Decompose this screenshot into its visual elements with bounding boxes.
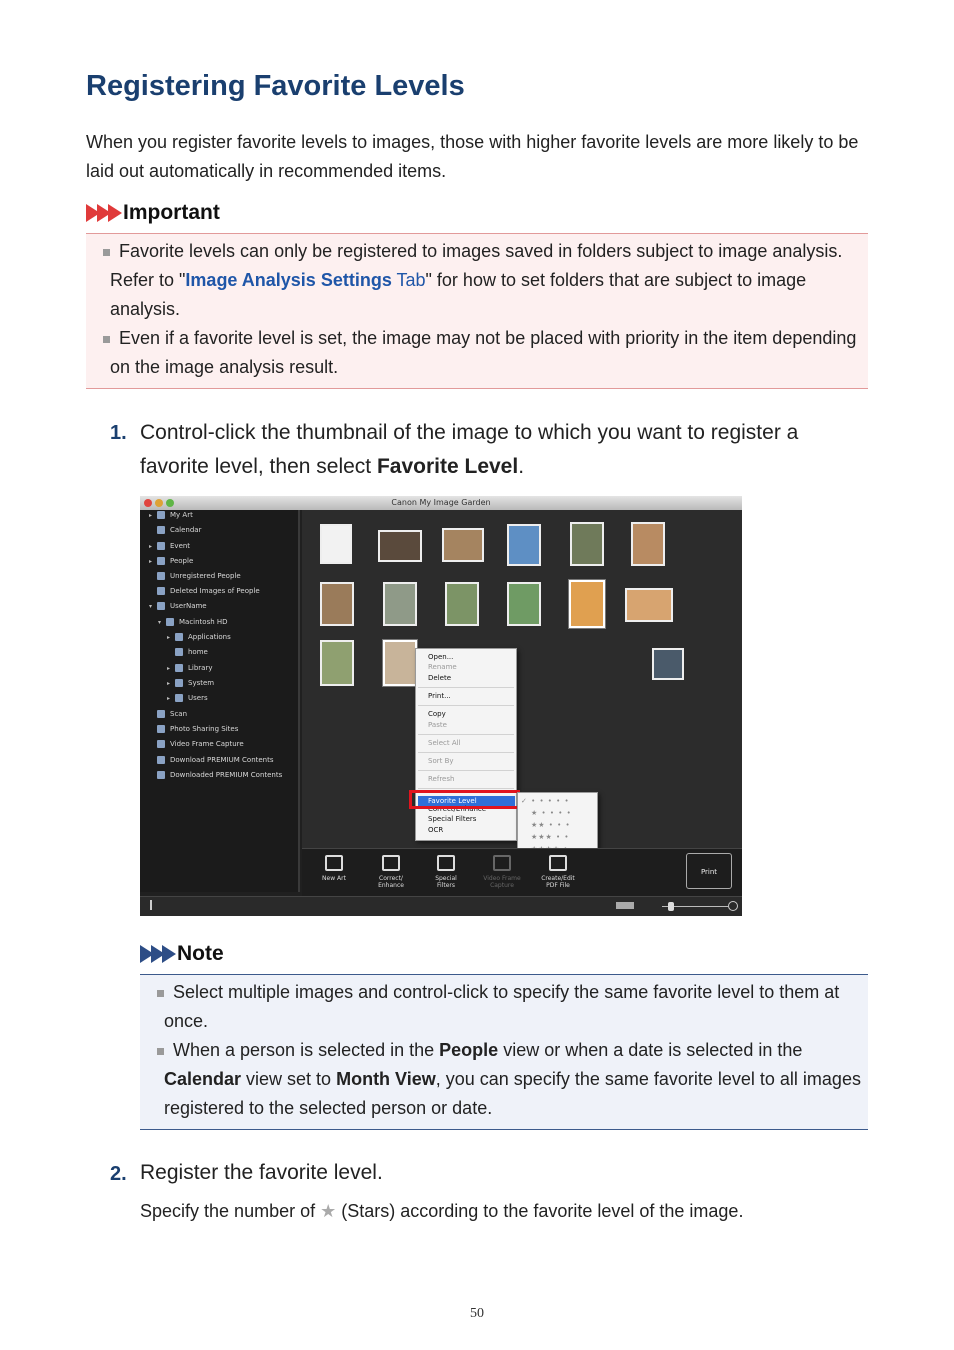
menu-separator — [418, 705, 514, 706]
note-item-1: Select multiple images and control-click to specify the same favorite level to them at once. — [164, 978, 864, 1036]
thumbnail[interactable] — [652, 648, 684, 680]
correct-enhance-button[interactable]: Correct/ Enhance — [371, 855, 411, 889]
menu-item-paste[interactable]: Paste — [428, 721, 447, 729]
bullet-icon — [157, 1048, 164, 1055]
menu-item-copy[interactable]: Copy — [428, 710, 446, 718]
thumbnail[interactable] — [631, 522, 665, 566]
app-screenshot — [140, 496, 742, 916]
menu-separator — [418, 770, 514, 771]
menu-item-rename[interactable]: Rename — [428, 663, 457, 671]
menu-item-special-filters[interactable]: Special Filters — [428, 815, 477, 823]
menu-item-correct-enhance[interactable]: Correct/Enhance — [428, 805, 487, 813]
sidebar-item-downloaded-premium[interactable]: Downloaded PREMIUM Contents — [149, 771, 282, 779]
note-label: Note — [177, 942, 224, 965]
thumbnail[interactable] — [383, 582, 417, 626]
intro-paragraph: When you register favorite levels to images, those with higher favorite levels are more likely to be laid out automatically in recommended items. — [86, 132, 859, 181]
menu-item-print[interactable]: Print... — [428, 692, 451, 700]
highlight-frame — [409, 790, 520, 809]
sidebar-item-video-frame-capture[interactable]: Video Frame Capture — [149, 740, 244, 748]
menu-item-ocr[interactable]: OCR — [428, 826, 444, 834]
important-item-1-post: " for how to set folders that are subject to image analysis. — [110, 270, 807, 319]
pdf-icon — [549, 855, 567, 871]
thumbnail[interactable] — [570, 522, 604, 566]
info-icon[interactable] — [150, 900, 152, 910]
sidebar-item-username[interactable]: ▾ UserName — [149, 602, 207, 610]
sidebar-item-users[interactable]: ▸ Users — [167, 694, 208, 702]
print-button[interactable]: Print — [686, 853, 732, 889]
thumbnail[interactable] — [320, 582, 354, 626]
correct-enhance-icon — [382, 855, 400, 871]
sidebar-item-photo-sharing[interactable]: Photo Sharing Sites — [149, 725, 238, 733]
context-menu — [415, 648, 517, 841]
new-art-icon — [325, 855, 343, 871]
menu-item-favorite-level[interactable]: Favorite Level — [418, 796, 515, 807]
important-heading — [86, 201, 220, 225]
star-icon: ★ — [320, 1201, 337, 1221]
menu-item-sort-by[interactable]: Sort By — [428, 757, 454, 765]
important-label: Important — [123, 201, 220, 224]
important-arrows-icon — [86, 204, 119, 222]
thumbnail[interactable] — [569, 580, 605, 628]
page-number: 50 — [470, 1306, 484, 1321]
step-1-number: 1. — [110, 422, 127, 444]
menu-separator — [418, 788, 514, 789]
favorite-level-0[interactable]: ✓ • • • • • — [521, 797, 570, 805]
bottom-toolbar — [302, 848, 742, 896]
favorite-level-1[interactable]: ★ • • • • — [531, 809, 572, 817]
important-item-2 — [110, 324, 870, 382]
menu-item-delete[interactable]: Delete — [428, 674, 451, 682]
menu-item-open[interactable]: Open... — [428, 653, 454, 661]
page-title: Registering Favorite Levels — [86, 70, 465, 102]
bullet-icon — [103, 249, 110, 256]
sidebar-item-unregistered-people[interactable]: Unregistered People — [149, 572, 241, 580]
favorite-level-3[interactable]: ★★★ • • — [531, 833, 570, 841]
thumbnail[interactable] — [383, 640, 417, 686]
sidebar-item-home[interactable]: home — [167, 648, 208, 656]
sidebar-item-macintosh-hd[interactable]: ▾ Macintosh HD — [158, 618, 228, 626]
thumbnail[interactable] — [507, 582, 541, 626]
new-art-button[interactable]: New Art — [314, 855, 354, 882]
sidebar-item-my-art[interactable]: ▸ My Art — [149, 511, 193, 519]
sidebar-item-library[interactable]: ▸ Library — [167, 664, 213, 672]
sidebar — [140, 510, 300, 892]
menu-item-refresh[interactable]: Refresh — [428, 775, 455, 783]
video-frame-capture-icon — [493, 855, 511, 871]
view-toggle-icon[interactable] — [616, 902, 634, 909]
menu-item-select-all[interactable]: Select All — [428, 739, 461, 747]
sidebar-item-applications[interactable]: ▸ Applications — [167, 633, 231, 641]
window-titlebar — [140, 496, 742, 510]
sidebar-item-people[interactable]: ▸ People — [149, 557, 194, 565]
favorite-level-2[interactable]: ★★ • • • — [531, 821, 571, 829]
sidebar-item-calendar[interactable]: Calendar — [149, 526, 201, 534]
note-heading — [140, 942, 224, 966]
special-filters-icon — [437, 855, 455, 871]
note-arrows-icon — [140, 945, 173, 963]
menu-separator — [418, 734, 514, 735]
step-2-detail: Specify the number of ★ (Stars) according to the favorite level of the image. — [140, 1201, 744, 1221]
special-filters-button[interactable]: Special Filters — [426, 855, 466, 889]
sidebar-item-deleted-images[interactable]: Deleted Images of People — [149, 587, 260, 595]
step-1-text: Control-click the thumbnail of the image to which you want to register a favorite level, then select Favorite Level. — [140, 421, 799, 478]
note-item-2: When a person is selected in the People view or when a date is selected in the Calendar view set to Month View, you can specify the same favorite level to all images registered to the selected person or date. — [164, 1036, 864, 1123]
zoom-slider-handle[interactable] — [668, 902, 674, 911]
thumbnail[interactable] — [625, 588, 673, 622]
thumbnail[interactable] — [507, 524, 541, 566]
sidebar-item-download-premium[interactable]: Download PREMIUM Contents — [149, 756, 274, 764]
important-item-2-text: Even if a favorite level is set, the image may not be placed with priority in the item depending on the image analysis result. — [110, 328, 857, 377]
thumbnail[interactable] — [442, 528, 484, 562]
status-bar — [140, 896, 742, 916]
step-2-number: 2. — [110, 1163, 127, 1185]
sidebar-item-event[interactable]: ▸ Event — [149, 542, 191, 550]
thumbnail[interactable] — [378, 530, 422, 562]
thumbnail[interactable] — [445, 582, 479, 626]
video-frame-capture-button[interactable]: Video Frame Capture — [482, 855, 522, 889]
thumbnail[interactable] — [320, 524, 352, 564]
zoom-in-icon[interactable] — [728, 901, 738, 911]
sidebar-item-scan[interactable]: Scan — [149, 710, 187, 718]
sidebar-item-system[interactable]: ▸ System — [167, 679, 215, 687]
important-item-1 — [110, 237, 870, 324]
bullet-icon — [157, 990, 164, 997]
bullet-icon — [103, 336, 110, 343]
step-2-text: Register the favorite level. — [140, 1161, 383, 1184]
create-edit-pdf-button[interactable]: Create/Edit PDF File — [538, 855, 578, 889]
menu-separator — [418, 687, 514, 688]
thumbnail[interactable] — [320, 640, 354, 686]
app-title: Canon My Image Garden — [391, 498, 491, 507]
important-item-1-pre: Favorite levels can only be registered to images saved in folders subject to image analysis. Refer to " — [110, 241, 843, 290]
menu-separator — [418, 752, 514, 753]
image-analysis-settings-link[interactable]: Image Analysis Settings Tab — [185, 270, 426, 290]
